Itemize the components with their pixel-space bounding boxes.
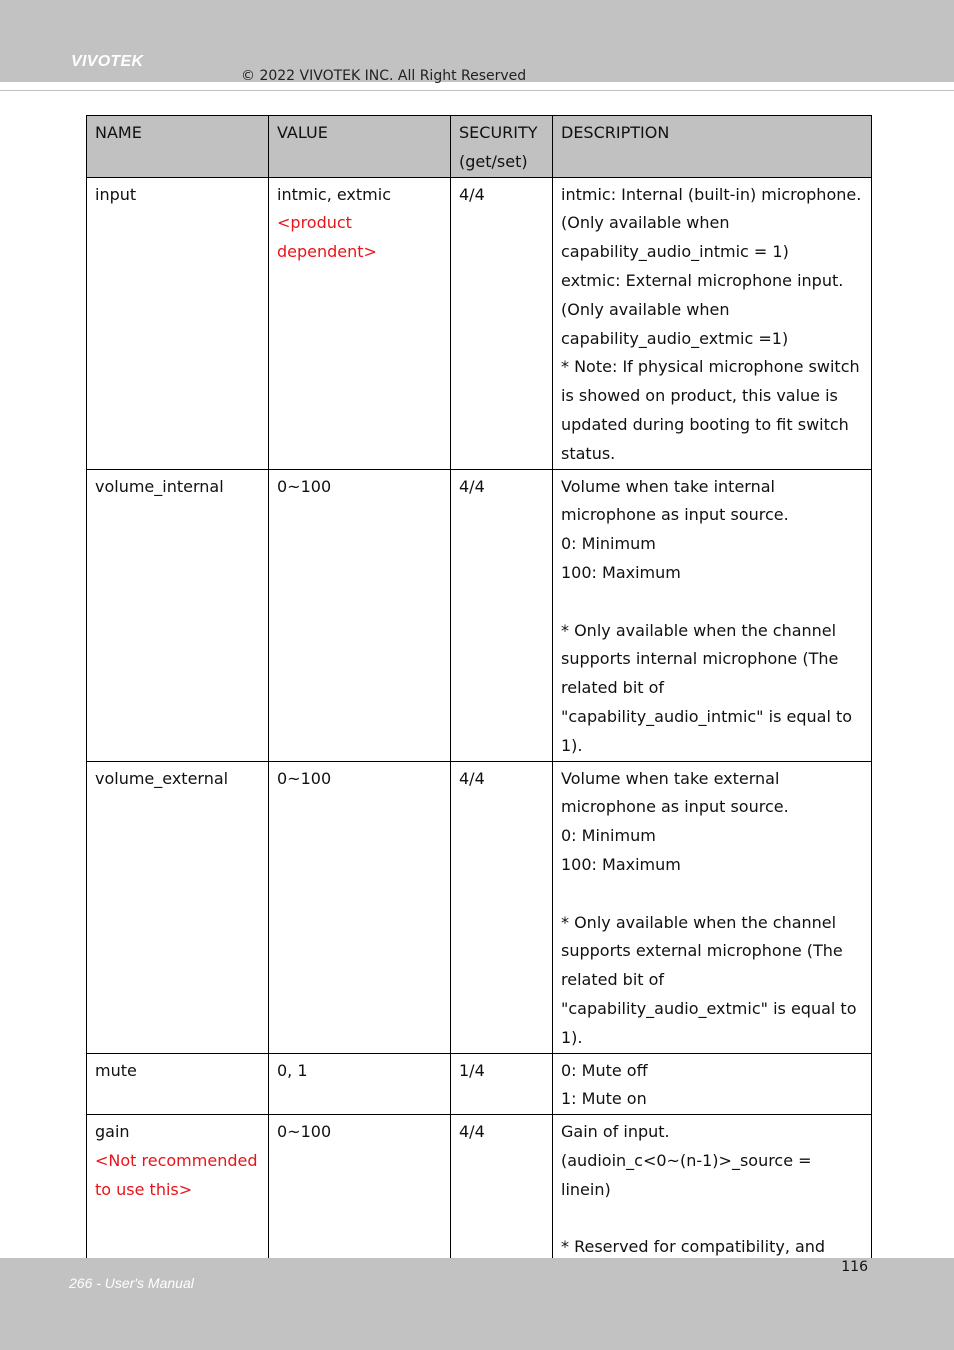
cell-name: volume_internal <box>87 469 269 761</box>
header-value: VALUE <box>269 116 451 178</box>
cell-description: intmic: Internal (built-in) microphone. (Only available when capability_audio_intmic = 1) extmic: External microphone input. (Only available when capability_audio_extmic =1) * Note: If physical microphone switch is showed on product, this value is updated during booting to fit switch status. <box>553 177 872 469</box>
cell-security: 4/4 <box>451 177 553 469</box>
table-row <box>87 761 872 1053</box>
cell-security: 4/4 <box>451 1115 553 1263</box>
cell-value: 0, 1 <box>269 1053 451 1115</box>
cell-security: 4/4 <box>451 761 553 1053</box>
table-header-row <box>87 116 872 178</box>
cell-name <box>87 1115 269 1263</box>
param-value: intmic, extmic <box>277 184 391 204</box>
cell-description: Gain of input. (audioin_c<0~(n-1)>_source = linein) * Reserved for compatibility, and <box>553 1115 872 1263</box>
manual-label: 266 - User's Manual <box>69 1275 194 1291</box>
header-security: SECURITY (get/set) <box>451 116 553 178</box>
table-row <box>87 177 872 469</box>
header-name: NAME <box>87 116 269 178</box>
copyright-text: © 2022 VIVOTEK INC. All Right Reserved <box>241 68 527 84</box>
value-note: <product dependent> <box>277 213 377 262</box>
table-row <box>87 469 872 761</box>
cell-name: volume_external <box>87 761 269 1053</box>
cell-value: 0~100 <box>269 761 451 1053</box>
page-number: 116 <box>841 1259 868 1275</box>
param-name: gain <box>95 1122 130 1142</box>
parameter-table <box>86 115 872 1263</box>
cell-value <box>269 177 451 469</box>
cell-description: Volume when take external microphone as input source. 0: Minimum 100: Maximum * Only available when the channel supports external microphone (The related bit of "capability_audio_extmic" is equal to 1). <box>553 761 872 1053</box>
cell-security: 4/4 <box>451 469 553 761</box>
header-divider <box>0 90 954 91</box>
cell-value: 0~100 <box>269 469 451 761</box>
param-name: input <box>95 184 137 204</box>
header-description: DESCRIPTION <box>553 116 872 178</box>
name-note: <Not recommended to use this> <box>95 1150 258 1199</box>
cell-value: 0~100 <box>269 1115 451 1263</box>
page-footer <box>0 1258 954 1350</box>
table-row <box>87 1115 872 1263</box>
cell-name: mute <box>87 1053 269 1115</box>
cell-security: 1/4 <box>451 1053 553 1115</box>
cell-description: 0: Mute off 1: Mute on <box>553 1053 872 1115</box>
cell-description: Volume when take internal microphone as input source. 0: Minimum 100: Maximum * Only available when the channel supports internal microphone (The related bit of "capability_audio_intmic" is equal to 1). <box>553 469 872 761</box>
table-row <box>87 1053 872 1115</box>
cell-name <box>87 177 269 469</box>
brand-logo: VIVOTEK <box>71 53 144 70</box>
